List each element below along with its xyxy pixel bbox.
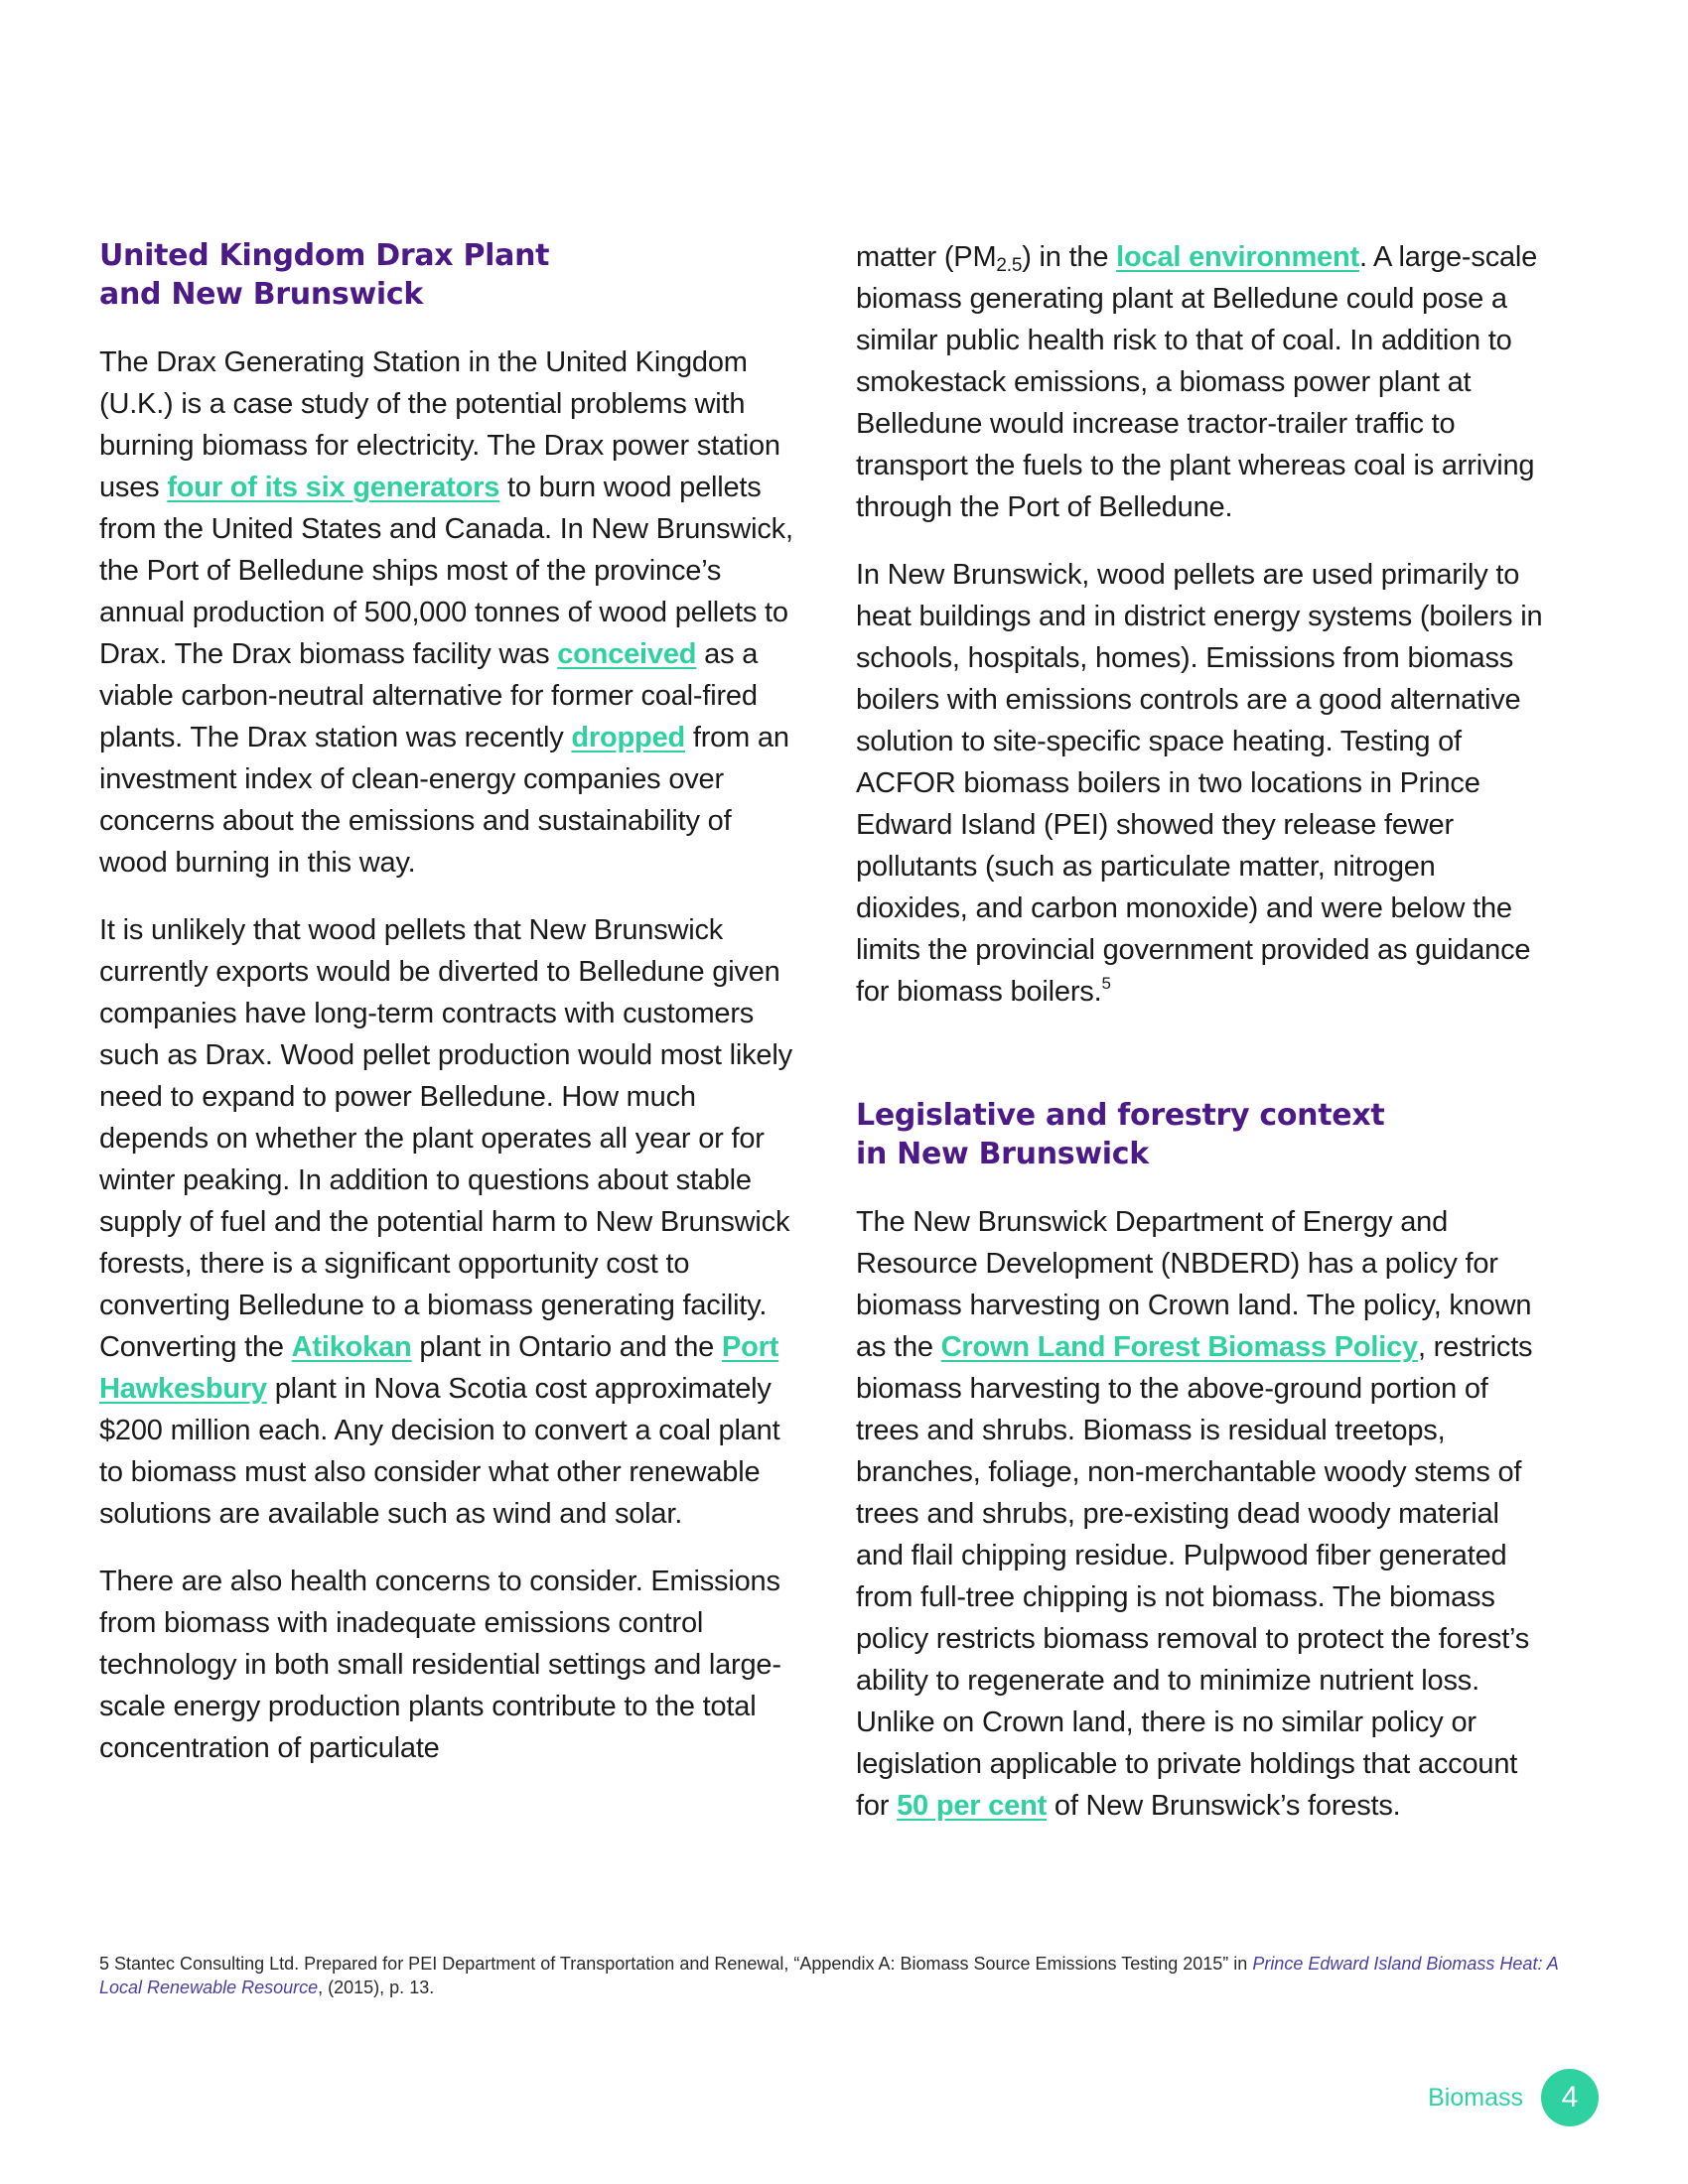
text: The New Brunswick Department of Energy and Resource Development (NBDERD) has a policy for biomass harvesting on Crown land. The policy, known as the: [856, 1206, 1532, 1363]
text: of New Brunswick’s forests.: [1047, 1790, 1401, 1822]
paragraph-crown-land-policy: [856, 1201, 1551, 1827]
link-local-environment[interactable]: local environment: [1116, 241, 1359, 273]
text: matter (PM: [856, 241, 997, 273]
heading-line-1: Legislative and forestry context: [856, 1098, 1385, 1133]
text: ) in the: [1022, 241, 1117, 273]
spacer: [856, 1038, 1551, 1096]
text: plant in Ontario and the: [411, 1331, 722, 1363]
text: from an investment index of clean-energy companies over concerns about the emissions and sustainability of wood burning in this way.: [99, 722, 789, 879]
text: The Drax Generating Station in the United Kingdom (U.K.) is a case study of the potential problems with burning biomass for electricity. The Drax power station uses: [99, 346, 780, 503]
link-dropped[interactable]: dropped: [571, 722, 686, 753]
right-column: [856, 236, 1551, 1852]
heading-line-1: United Kingdom Drax Plant: [99, 238, 550, 273]
link-crown-land-forest-biomass-policy[interactable]: Crown Land Forest Biomass Policy: [940, 1331, 1418, 1363]
text: plant in Nova Scotia cost approximately $200 million each. Any decision to convert a coal plant to biomass must also consider what other renewable solutions are available such as wind and solar.: [99, 1373, 780, 1530]
text: In New Brunswick, wood pellets are used primarily to heat buildings and in district energy systems (boilers in schools, hospitals, homes). Emissions from biomass boilers with emissions controls are a good alternative solution to site-specific space heating. Testing of ACFOR biomass boilers in two locations in Prince Edward Island (PEI) showed they release fewer pollutants (such as particulate matter, nitrogen dioxides, and carbon monoxide) and were below the limits the provincial government provided as guidance for biomass boilers.: [856, 559, 1543, 1008]
footnote: [99, 1952, 1569, 1999]
link-50-per-cent[interactable]: 50 per cent: [897, 1790, 1048, 1822]
link-four-of-six-generators[interactable]: four of its six generators: [167, 472, 500, 503]
link-conceived[interactable]: conceived: [557, 638, 697, 670]
footnote-marker[interactable]: 5: [1101, 974, 1111, 993]
link-port-hawkesbury[interactable]: Port Hawkesbury: [99, 1331, 779, 1405]
paragraph-particulate-matter: [856, 236, 1551, 528]
left-column: [99, 236, 794, 1795]
page-number-badge: 4: [1541, 2069, 1599, 2126]
section-heading-legislative: [856, 1096, 1551, 1173]
text: . A large-scale biomass generating plant at Belledune could pose a similar public health risk to that of coal. In addition to smokestack emissions, a biomass power plant at Belledune would increase tractor-trailer traffic to transport the fuels to the plant whereas coal is arriving through the Port of Belledune.: [856, 241, 1538, 523]
text: , (2015), p. 13.: [318, 1978, 435, 1997]
section-heading-drax: [99, 236, 794, 314]
section-label: Biomass: [1428, 2083, 1523, 2112]
text: 5 Stantec Consulting Ltd. Prepared for PEI Department of Transportation and Renewal, “Appendix A: Biomass Source Emissions Testing 2015” in: [99, 1954, 1253, 1974]
link-atikokan[interactable]: Atikokan: [291, 1331, 412, 1363]
footnote-reference-title: Prince Edward Island Biomass Heat: A Local Renewable Resource: [99, 1954, 1559, 1997]
text: to burn wood pellets from the United States and Canada. In New Brunswick, the Port of Belledune ships most of the province’s annual production of 500,000 tonnes of wood pellets to Drax. The Drax biomass facility was: [99, 472, 793, 670]
text: as a viable carbon-neutral alternative for former coal-fired plants. The Drax station was recently: [99, 638, 759, 753]
text: It is unlikely that wood pellets that New Brunswick currently exports would be diverted to Belledune given companies have long-term contracts with customers such as Drax. Wood pellet production would most likely need to expand to power Belledune. How much depends on whether the plant operates all year or for winter peaking. In addition to questions about stable supply of fuel and the potential harm to New Brunswick forests, there is a significant opportunity cost to converting Belledune to a biomass generating facility. Converting the: [99, 914, 792, 1363]
paragraph-wood-pellets: [99, 909, 794, 1535]
paragraph-drax-intro: [99, 341, 794, 884]
subscript: 2.5: [996, 255, 1023, 276]
text: , restricts biomass harvesting to the above-ground portion of trees and shrubs. Biomass is residual treetops, branches, foliage, non-merchantable woody stems of trees and shrubs, pre-existing dead woody material and flail chipping residue. Pulpwood fiber generated from full-tree chipping is not biomass. The biomass policy restricts biomass removal to protect the forest’s ability to regenerate and to minimize nutrient loss. Unlike on Crown land, there is no similar policy or legislation applicable to private holdings that account for: [856, 1331, 1533, 1822]
paragraph-health-concerns: There are also health concerns to consider. Emissions from biomass with inadequate emissions control technology in both small residential settings and large-scale energy production plants contribute to the total concentration of particulate: [99, 1566, 781, 1764]
paragraph-nb-wood-pellets: [856, 554, 1551, 1013]
page-footer: [1428, 2069, 1599, 2126]
heading-line-2: and New Brunswick: [99, 277, 423, 312]
heading-line-2: in New Brunswick: [856, 1137, 1149, 1171]
